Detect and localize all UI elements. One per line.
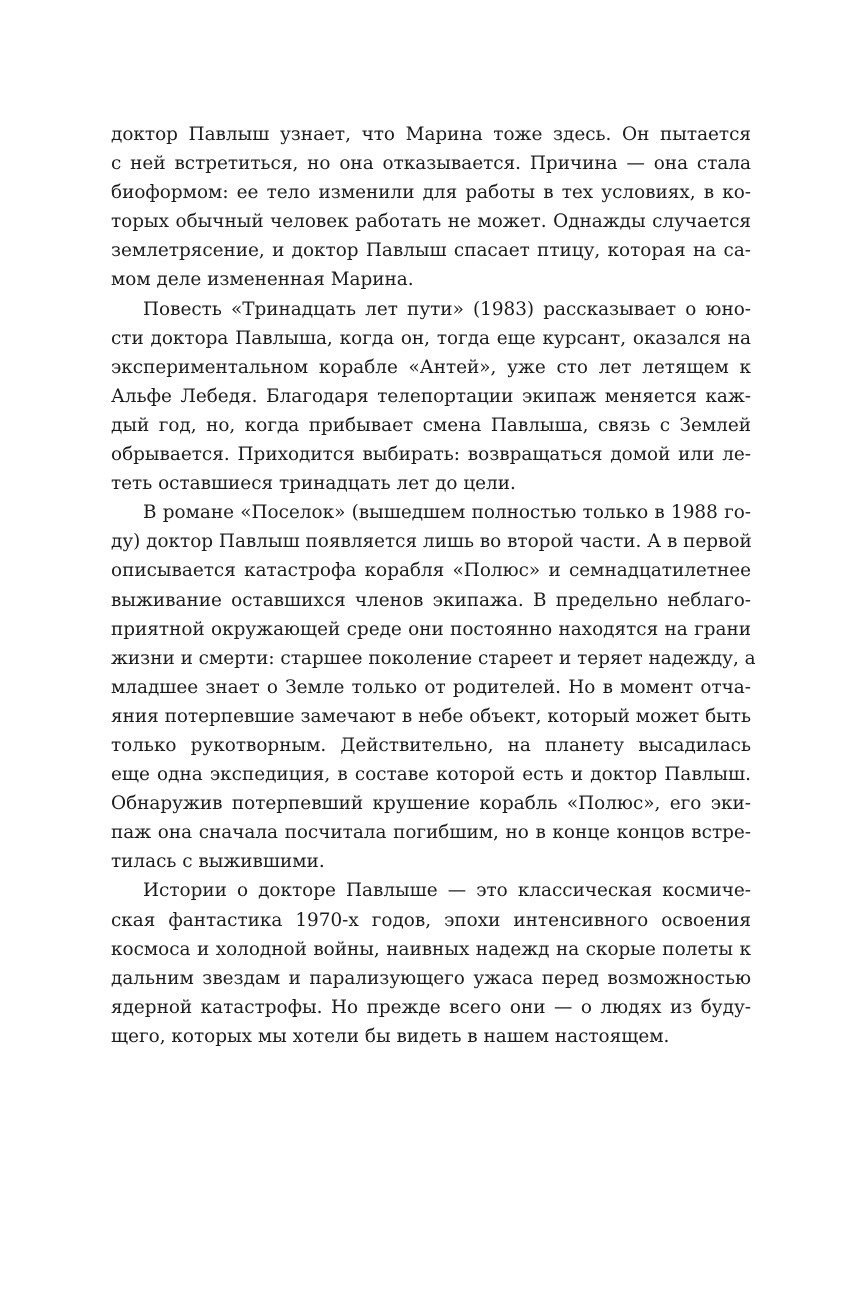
text-line: землетрясение, и доктор Павлыш спасает птицу, которая на са-	[111, 240, 751, 262]
text-line: мом деле измененная Марина.	[111, 269, 414, 291]
text-line: только рукотворным. Действительно, на планету высадилась	[111, 734, 751, 756]
text-line: Повесть «Тринадцать лет пути» (1983) рассказывает о юно-	[143, 298, 751, 320]
text-line: выживание оставшихся членов экипажа. В предельно неблаго-	[111, 589, 751, 611]
paragraph	[111, 876, 751, 1051]
paragraph	[111, 295, 751, 499]
text-line: теть оставшиеся тринадцать лет до цели.	[111, 473, 516, 495]
text-line: приятной окружающей среде они постоянно находятся на грани	[111, 618, 751, 640]
text-line: описывается катастрофа корабля «Полюс» и семнадцатилетнее	[111, 560, 751, 582]
text-line: паж она сначала посчитала погибшим, но в конце концов встре-	[111, 822, 751, 844]
text-line: тилась с выжившими.	[111, 851, 325, 873]
paragraph	[111, 498, 756, 876]
text-line: еще одна экспедиция, в составе которой есть и доктор Павлыш.	[111, 764, 751, 786]
text-line: яния потерпевшие замечают в небе объект, который может быть	[111, 705, 751, 727]
text-line: Альфе Лебедя. Благодаря телепортации экипаж меняется каж-	[111, 385, 751, 407]
text-line: доктор Павлыш узнает, что Марина тоже здесь. Он пытается	[111, 124, 751, 145]
text-line: космоса и холодной войны, наивных надежд на скорые полеты к	[111, 938, 751, 960]
text-line: экспериментальном корабле «Антей», уже сто лет летящем к	[111, 356, 751, 378]
body-text	[111, 120, 756, 1051]
text-line: торых обычный человек работать не может. Однажды случается	[111, 211, 751, 233]
text-line: щего, которых мы хотели бы видеть в нашем настоящем.	[111, 1025, 670, 1047]
text-line: дальним звездам и парализующего ужаса перед возможностью	[111, 967, 751, 989]
text-line: с ней встретиться, но она отказывается. Причина — она стала	[111, 153, 751, 175]
text-line: сти доктора Павлыша, когда он, тогда еще курсант, оказался на	[111, 327, 751, 349]
text-line: обрывается. Приходится выбирать: возвращаться домой или ле-	[111, 444, 751, 466]
text-line: В романе «Поселок» (вышедшем полностью только в 1988 го-	[143, 502, 751, 524]
text-line: жизни и смерти: старшее поколение стареет и теряет надежду, а	[111, 647, 756, 669]
text-line: Истории о докторе Павлыше — это классическая космиче-	[143, 880, 751, 902]
text-line: младшее знает о Земле только от родителей. Но в момент отча-	[111, 676, 751, 698]
text-line: ядерной катастрофы. Но прежде всего они — о людях из буду-	[111, 996, 751, 1018]
text-line: ду) доктор Павлыш появляется лишь во второй части. А в первой	[111, 531, 752, 553]
text-line: биоформом: ее тело изменили для работы в тех условиях, в ко-	[111, 182, 751, 204]
text-line: Обнаружив потерпевший крушение корабль «Полюс», его эки-	[111, 793, 751, 815]
text-line: ская фантастика 1970-х годов, эпохи интенсивного освоения	[111, 909, 751, 931]
text-line: дый год, но, когда прибывает смена Павлыша, связь с Землей	[111, 414, 751, 436]
paragraph	[111, 120, 751, 295]
